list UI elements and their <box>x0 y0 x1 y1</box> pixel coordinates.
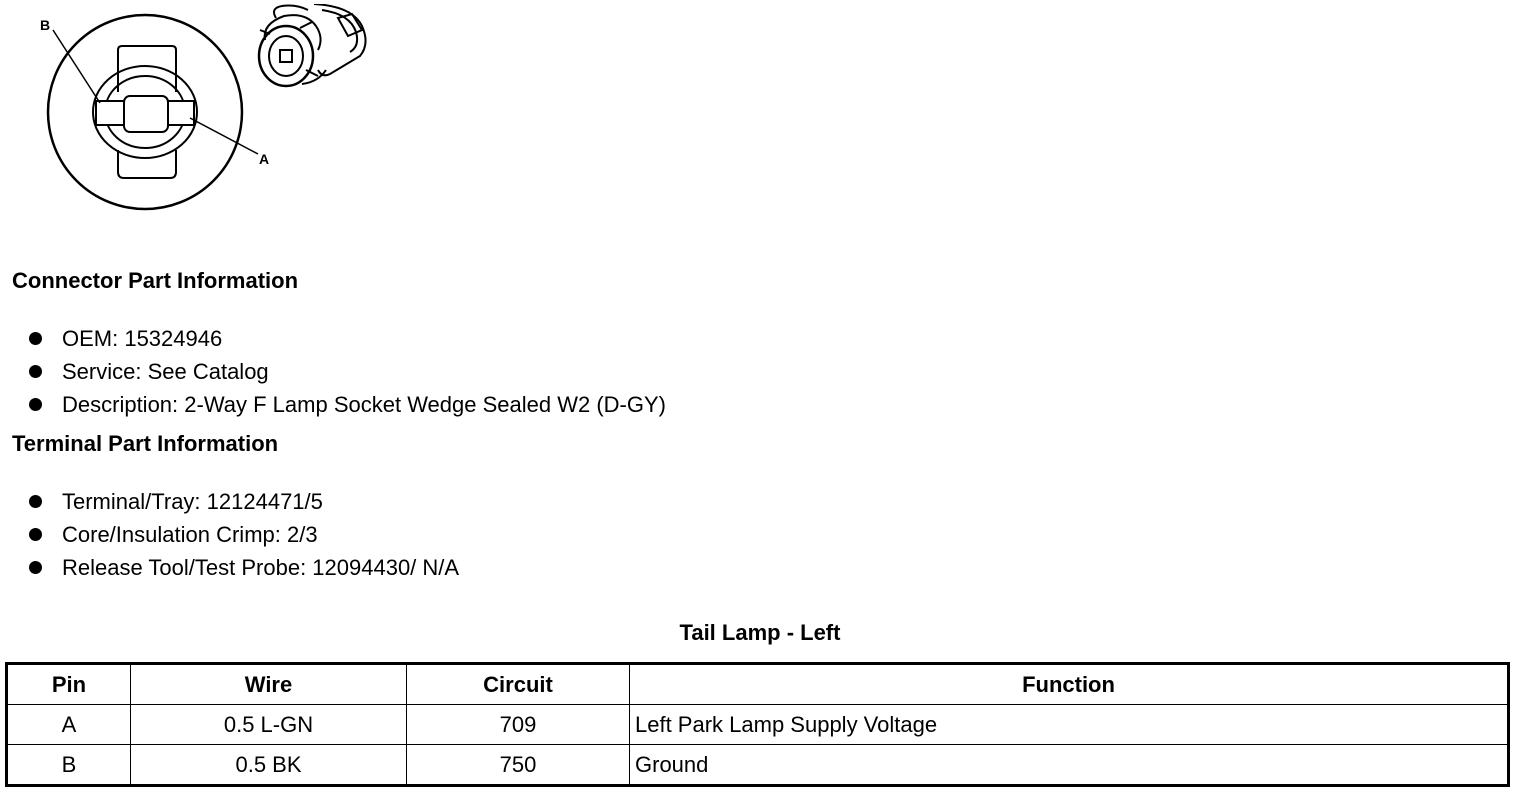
connector-part-list <box>28 322 666 421</box>
leader-line-a <box>190 118 258 154</box>
cell-wire: 0.5 L-GN <box>131 705 407 745</box>
header-circuit: Circuit <box>407 664 630 705</box>
terminal-part-list <box>28 485 459 584</box>
terminal-crimp: Core/Insulation Crimp: 2/3 <box>62 522 318 547</box>
connector-service: Service: See Catalog <box>62 359 269 384</box>
list-item <box>28 518 459 551</box>
pin-label-a: A <box>259 151 270 167</box>
bullet-icon <box>29 495 42 508</box>
table-row <box>7 705 1509 745</box>
bullet-icon <box>29 398 42 411</box>
connector-part-information-heading: Connector Part Information <box>12 268 299 293</box>
terminal-part-information-heading: Terminal Part Information <box>12 431 279 456</box>
pin-label-b: B <box>40 17 51 33</box>
terminal-a <box>166 101 194 125</box>
pin-table <box>5 662 1510 787</box>
list-item <box>28 355 666 388</box>
bullet-icon <box>29 365 42 378</box>
table-title: Tail Lamp - Left <box>679 620 841 645</box>
bullet-icon <box>29 561 42 574</box>
table-row <box>7 745 1509 786</box>
list-item <box>28 485 459 518</box>
bullet-icon <box>29 332 42 345</box>
cell-function: Left Park Lamp Supply Voltage <box>630 705 1509 745</box>
terminal-release-tool: Release Tool/Test Probe: 12094430/ N/A <box>62 555 460 580</box>
header-wire: Wire <box>131 664 407 705</box>
connector-description: Description: 2-Way F Lamp Socket Wedge Sealed W2 (D-GY) <box>62 392 666 417</box>
list-item <box>28 551 459 584</box>
cell-pin: B <box>7 745 131 786</box>
cell-circuit: 709 <box>407 705 630 745</box>
cell-circuit: 750 <box>407 745 630 786</box>
list-item <box>28 388 666 421</box>
lamp-socket-illustration <box>259 4 366 86</box>
bullet-icon <box>29 528 42 541</box>
terminal-tray: Terminal/Tray: 12124471/5 <box>62 489 323 514</box>
list-item <box>28 322 666 355</box>
table-header-row <box>7 664 1509 705</box>
terminal-b <box>96 101 126 125</box>
cell-wire: 0.5 BK <box>131 745 407 786</box>
connector-oem: OEM: 15324946 <box>62 326 223 351</box>
terminal-center-bridge <box>124 96 168 132</box>
header-function: Function <box>630 664 1509 705</box>
connector-face-diagram <box>30 4 390 216</box>
cell-pin: A <box>7 705 131 745</box>
header-pin: Pin <box>7 664 131 705</box>
cell-function: Ground <box>630 745 1509 786</box>
